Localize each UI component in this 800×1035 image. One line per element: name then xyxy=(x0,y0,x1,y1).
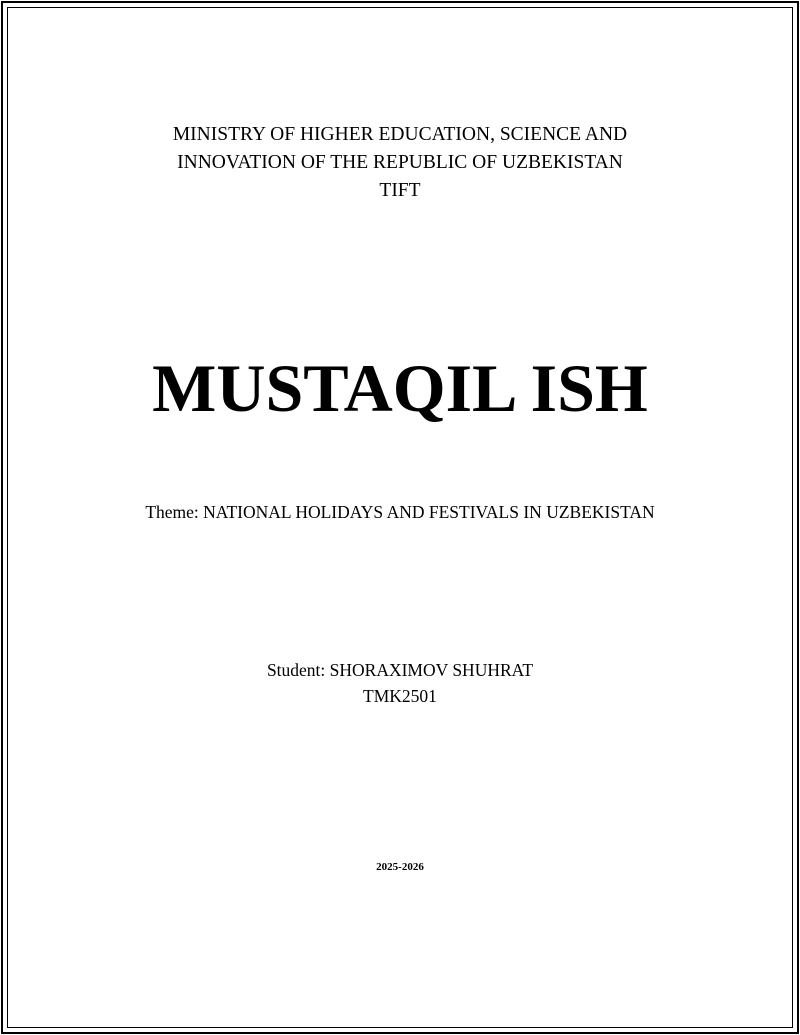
student-info xyxy=(0,657,800,709)
theme-line: Theme: NATIONAL HOLIDAYS AND FESTIVALS IN UZBEKISTAN xyxy=(145,502,655,522)
document-title: MUSTAQIL ISH xyxy=(152,350,648,426)
ministry-line-1: MINISTRY OF HIGHER EDUCATION, SCIENCE AND xyxy=(172,124,628,145)
student-name: Student: SHORAXIMOV SHUHRAT xyxy=(266,660,534,680)
ministry-line-2: INNOVATION OF THE REPUBLIC OF UZBEKISTAN xyxy=(177,152,623,173)
institution-name: TIFT xyxy=(379,180,421,201)
student-group: TMK2501 xyxy=(363,686,437,706)
academic-year: 2025-2026 xyxy=(376,861,424,873)
ministry-header xyxy=(0,121,800,205)
